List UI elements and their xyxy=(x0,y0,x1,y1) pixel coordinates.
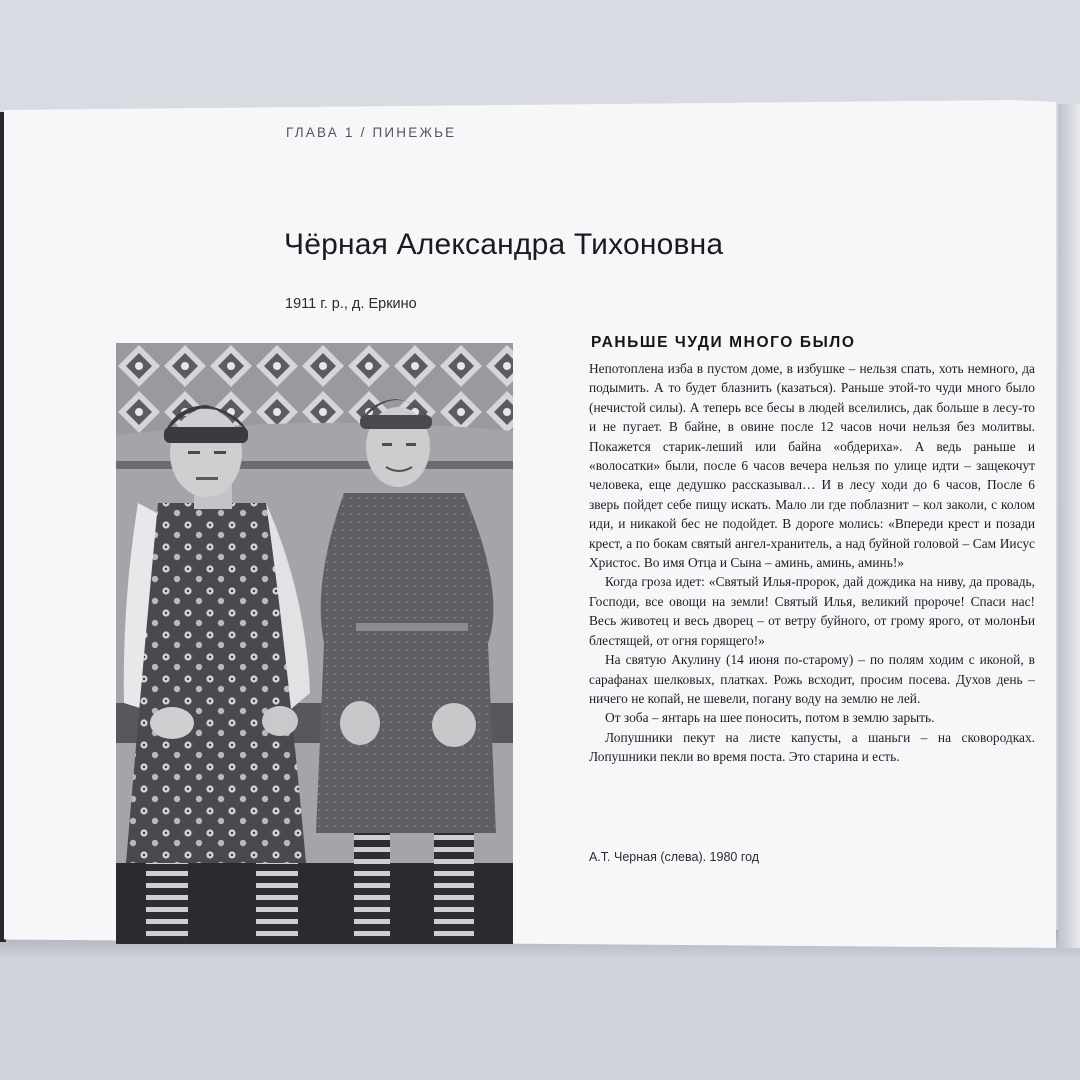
paragraph: От зоба – янтарь на шее поносить, потом в землю зарыть. xyxy=(605,710,935,726)
paragraph: На святую Акулину (14 июня по-старому) – по полям ходим с иконой, в сарафанах шелковых, платках. Рожь всходит, просим посева. Духов день – ничего не копай, не шевели, погану воду на землю не лей. xyxy=(589,652,1035,706)
next-page-edge xyxy=(1058,104,1080,948)
running-head: ГЛАВА 1 / ПИНЕЖЬЕ xyxy=(286,125,457,140)
section-heading: РАНЬШЕ ЧУДИ МНОГО БЫЛО xyxy=(591,334,856,351)
body-text xyxy=(589,359,1035,767)
page-title: Чёрная Александра Тихоновна xyxy=(284,228,724,261)
paragraph: Непотоплена изба в пустом доме, в избушке – нельзя спать, хоть немного, да подымить. А то будет блазнить (казаться). Раньше этой-то чуди много было (нечистой силы). А теперь все бесы в людей вселились, дак больше в лесу-то и не пугает. В байне, в овине после 12 часов ночи нельзя без молитвы. Покажется старик-леший или байна «обдериха». А ведь раньше и «волосатки» были, после 6 часов вечера нельзя по улице идти – защекочут человека, еще дедушко рассказывал… И в лесу ходи до 6 часов, После 6 зверь пойдет себе пищу искать. Мало ли где поблазнит – кол заколи, с колом иди, и никакой бес не подойдет. В дороге молись: «Впереди крест и позади крест, а по бокам святый ангел-хранитель, а над буйной головой – Сам Иисус Христос. Во имя Отца и Сына – аминь, аминь, аминь!» xyxy=(589,361,1035,571)
archival-photo xyxy=(116,343,513,944)
paragraph: Лопушники пекут на листе капусты, а шаньги – на сковородках. Лопушники пекли во время поста. Это старина и есть. xyxy=(589,729,1035,765)
paragraph: Когда гроза идет: «Святый Илья-пророк, дай дождика на ниву, да провадь, Господи, все овощи на земли! Святый Илья, великий пророче! Спаси нас! Весь животец и весь дворец – от ветру буйного, от грому ярого, от молонЬи блестящей, от огня горящего!» xyxy=(589,574,1035,648)
photo-caption: А.Т. Черная (слева). 1980 год xyxy=(589,850,760,864)
page-subtitle: 1911 г. р., д. Еркино xyxy=(285,296,417,312)
